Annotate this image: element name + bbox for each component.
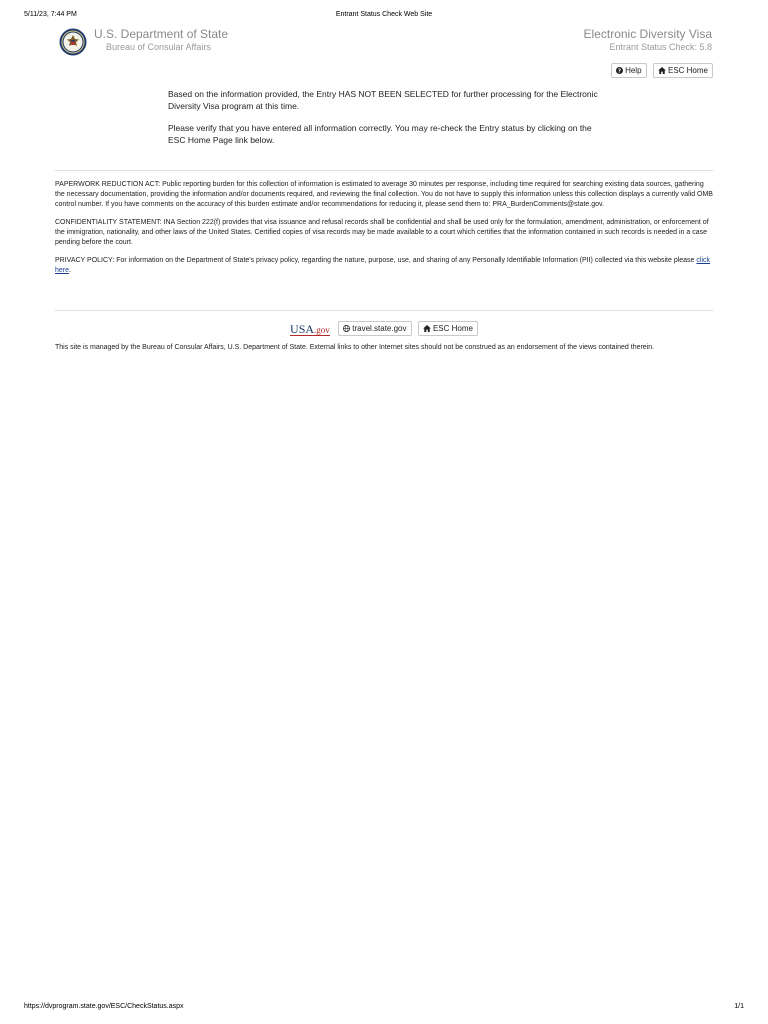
print-header: [0, 11, 768, 21]
question-circle-icon: [616, 66, 623, 75]
privacy-policy-link[interactable]: click here: [55, 257, 711, 274]
result-message: Based on the information provided, the Entry HAS NOT BEEN SELECTED for further processing for the Electronic Diversity Visa program at this time.: [168, 89, 598, 111]
print-datetime: 5/11/23, 7:44 PM: [24, 11, 77, 18]
privacy-policy-end: .: [69, 267, 71, 274]
help-button[interactable]: [611, 63, 646, 78]
home-icon: [658, 66, 666, 75]
home-icon: [423, 324, 431, 333]
divider: [55, 170, 713, 171]
svg-text:?: ?: [617, 68, 622, 74]
help-button-label: Help: [625, 66, 642, 75]
usa-gov-logo[interactable]: [290, 322, 330, 336]
status-result: [168, 88, 608, 156]
agency-block: [94, 27, 228, 53]
travel-state-gov-button[interactable]: [338, 321, 411, 336]
program-block: [584, 27, 712, 53]
state-department-seal-icon: [59, 28, 87, 56]
usa-logo-text: USA: [290, 321, 315, 336]
travel-state-gov-label: travel.state.gov: [352, 324, 407, 334]
print-page-title: Entrant Status Check Web Site: [335, 11, 433, 18]
confidentiality-statement: CONFIDENTIALITY STATEMENT: INA Section 222(f) provides that visa issuance and refusal records shall be confidential and shall be used only for the formulation, amendment, administration, or enforcement of the immigration, nationality, and other laws of the United States. Certified copies of visa records may be made available to a court which certifies that the information contained in such records is needed in a case pending before the court.: [55, 219, 709, 246]
footer-links: [0, 320, 768, 338]
legal-notices: [55, 180, 713, 284]
footer-esc-home-button[interactable]: [418, 321, 478, 336]
esc-home-button[interactable]: [653, 63, 713, 78]
bureau-name: Bureau of Consular Affairs: [106, 42, 211, 52]
result-instructions: Please verify that you have entered all information correctly. You may re-check the Entry status by clicking on the ESC Home Page link below.: [168, 123, 592, 145]
program-name: Electronic Diversity Visa: [583, 27, 712, 41]
esc-home-button-label: ESC Home: [667, 66, 708, 75]
divider: [55, 310, 713, 311]
site-managed-statement: This site is managed by the Bureau of Consular Affairs, U.S. Department of State. External links to other Internet sites should not be construed as an endorsement of the views contained therein.: [55, 344, 655, 351]
privacy-policy: [55, 256, 713, 276]
paperwork-reduction-act: PAPERWORK REDUCTION ACT: Public reporting burden for this collection of information is estimated to average 30 minutes per response, including time required for searching existing data sources, gathering the necessary documentation, providing the information and/or documents required, and reviewing the final collection. You do not have to supply this information unless this collection displays a currently valid OMB control number. If you have comments on the accuracy of this burden estimate and/or recommendations for reducing it, please send them to: PRA_BurdenComments@state.gov.: [55, 181, 713, 208]
globe-icon: [343, 324, 350, 333]
print-url: https://dvprogram.state.gov/ESC/CheckStatus.aspx: [24, 1003, 184, 1010]
agency-name: U.S. Department of State: [94, 27, 229, 41]
privacy-policy-text: PRIVACY POLICY: For information on the Department of State's privacy policy, regarding the nature, purpose, use, and sharing of any Personally Identifiable Information (PII) collected via this website please: [55, 257, 697, 264]
print-footer: [0, 1003, 768, 1013]
header-buttons: [609, 60, 713, 78]
print-page-number: 1/1: [734, 1003, 744, 1010]
program-version: Entrant Status Check: 5.8: [609, 42, 712, 52]
footer-esc-home-label: ESC Home: [432, 324, 473, 334]
usa-logo-gov: .gov: [314, 324, 330, 335]
